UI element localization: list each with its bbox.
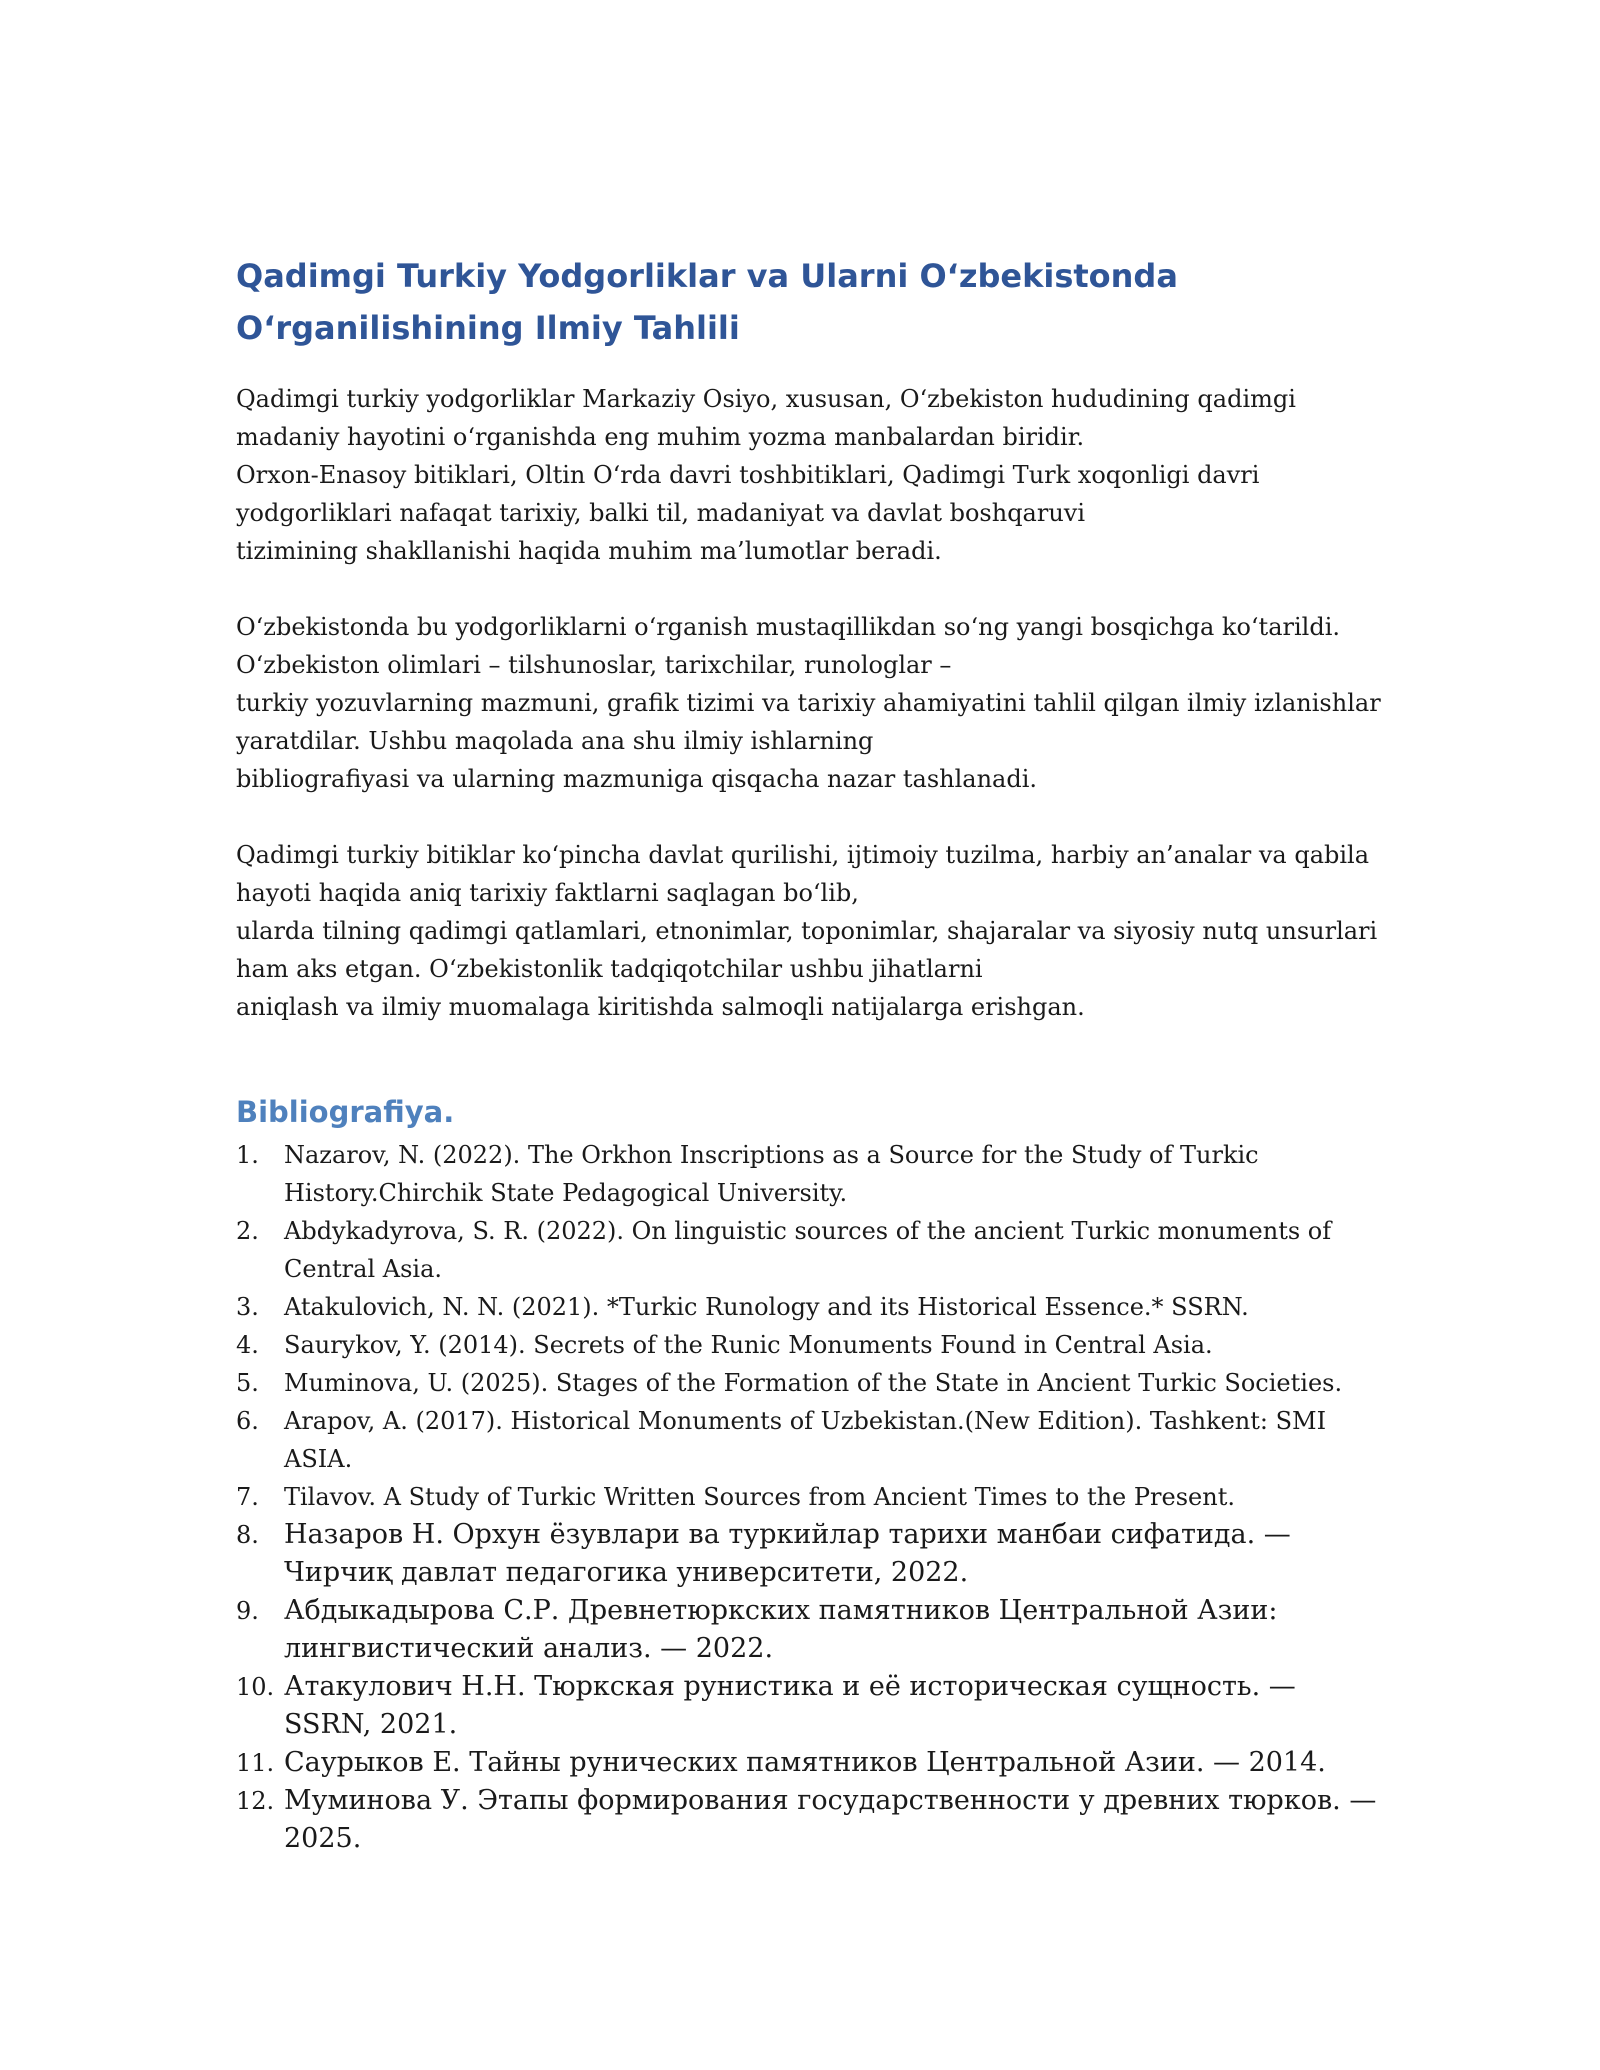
bibliography-item: [236, 1364, 1386, 1402]
item-text: Muminova, U. (2025). Stages of the Formation of the State in Ancient Turkic Societies.: [284, 1369, 1343, 1397]
paragraph-line: Qadimgi turkiy bitiklar ko‘pincha davlat qurilishi, ijtimoiy tuzilma, harbiy an’analar va qabila: [236, 841, 1370, 869]
item-number: 1.: [236, 1141, 259, 1169]
paragraph-line: hayoti haqida aniq tarixiy faktlarni saqlagan bo‘lib,: [236, 879, 859, 907]
bibliography-item: [236, 1326, 1386, 1364]
paragraph-line: bibliografiyasi va ularning mazmuniga qisqacha nazar tashlanadi.: [236, 765, 1038, 793]
paragraph-line: madaniy hayotini o‘rganishda eng muhim yozma manbalardan biridir.: [236, 423, 1085, 451]
item-number: 11.: [236, 1749, 275, 1777]
paragraph-line: turkiy yozuvlarning mazmuni, grafik tizimi va tarixiy ahamiyatini tahlil qilgan ilmiy izlanishlar: [236, 689, 1381, 717]
item-text: Абдыкадырова С.Р. Древнетюркских памятников Центральной Азии: лингвистический анализ. — 2022.: [284, 1595, 1278, 1664]
findings-paragraph: [236, 836, 1386, 1026]
paragraph-line: O‘zbekistonda bu yodgorliklarni o‘rganish mustaqillikdan so‘ng yangi bosqichga ko‘tarildi.: [236, 613, 1340, 641]
item-number: 7.: [236, 1483, 259, 1511]
item-number: 10.: [236, 1673, 275, 1701]
item-number: 9.: [236, 1597, 259, 1625]
item-number: 5.: [236, 1369, 259, 1397]
item-text: Назаров Н. Орхун ёзувлари ва туркийлар тарихи манбаи сифатида. — Чирчиқ давлат педагогика университети, 2022.: [284, 1519, 1291, 1588]
item-number: 6.: [236, 1407, 259, 1435]
document-title: Qadimgi Turkiy Yodgorliklar va Ularni O‘zbekistonda O‘rganilishining Ilmiy Tahlili: [236, 257, 1178, 347]
bibliography-item: [236, 1212, 1386, 1288]
intro-paragraph: [236, 380, 1386, 570]
bibliography-item: [236, 1668, 1386, 1744]
bibliography-item: [236, 1782, 1386, 1858]
paragraph-line: yodgorliklari nafaqat tarixiy, balki til, madaniyat va davlat boshqaruvi: [236, 499, 1086, 527]
bibliography-list: [236, 1136, 1386, 1858]
document-body: [236, 250, 1386, 1858]
paragraph-line: aniqlash va ilmiy muomalaga kiritishda salmoqli natijalarga erishgan.: [236, 993, 1085, 1021]
paragraph-line: O‘zbekiston olimlari – tilshunoslar, tarixchilar, runologlar –: [236, 651, 952, 679]
item-text: Saurykov, Y. (2014). Secrets of the Runic Monuments Found in Central Asia.: [284, 1331, 1213, 1359]
item-text: Саурыков Е. Тайны рунических памятников Центральной Азии. — 2014.: [284, 1747, 1326, 1778]
item-number: 3.: [236, 1293, 259, 1321]
paragraph-line: Qadimgi turkiy yodgorliklar Markaziy Osiyo, xususan, O‘zbekiston hududining qadimgi: [236, 385, 1296, 413]
item-number: 2.: [236, 1217, 259, 1245]
bibliography-item: [236, 1744, 1386, 1782]
item-text: Atakulovich, N. N. (2021). *Turkic Runology and its Historical Essence.* SSRN.: [284, 1293, 1249, 1321]
item-text: Муминова У. Этапы формирования государственности у древних тюрков. — 2025.: [284, 1785, 1377, 1854]
paragraph-line: Orxon-Enasoy bitiklari, Oltin O‘rda davri toshbitiklari, Qadimgi Turk xoqonligi davri: [236, 461, 1260, 489]
item-number: 12.: [236, 1787, 275, 1815]
bibliography-item: [236, 1516, 1386, 1592]
item-text: Tilavov. A Study of Turkic Written Sources from Ancient Times to the Present.: [284, 1483, 1235, 1511]
bibliography-item: [236, 1136, 1386, 1212]
paragraph-line: ularda tilning qadimgi qatlamlari, etnonimlar, toponimlar, shajaralar va siyosiy nutq unsurlari: [236, 917, 1378, 945]
paragraph-line: yaratdilar. Ushbu maqolada ana shu ilmiy ishlarning: [236, 727, 874, 755]
bibliography-item: [236, 1592, 1386, 1668]
item-text: Abdykadyrova, S. R. (2022). On linguistic sources of the ancient Turkic monuments of Central Asia.: [284, 1217, 1332, 1283]
item-number: 4.: [236, 1331, 259, 1359]
bibliography-heading: Bibliografiya.: [236, 1095, 455, 1129]
item-text: Nazarov, N. (2022). The Orkhon Inscriptions as a Source for the Study of Turkic History.Chirchik State Pedagogical University.: [284, 1141, 1259, 1207]
paragraph-line: tizimining shakllanishi haqida muhim ma’lumotlar beradi.: [236, 537, 942, 565]
item-text: Arapov, A. (2017). Historical Monuments of Uzbekistan.(New Edition). Tashkent: SMI ASIA.: [284, 1407, 1327, 1473]
item-text: Атакулович Н.Н. Тюркская рунистика и её историческая сущность. — SSRN, 2021.: [284, 1671, 1296, 1740]
bibliography-item: [236, 1402, 1386, 1478]
paragraph-line: ham aks etgan. O‘zbekistonlik tadqiqotchilar ushbu jihatlarni: [236, 955, 983, 983]
bibliography-item: [236, 1288, 1386, 1326]
item-number: 8.: [236, 1521, 259, 1549]
bibliography-item: [236, 1478, 1386, 1516]
research-paragraph: [236, 608, 1386, 798]
